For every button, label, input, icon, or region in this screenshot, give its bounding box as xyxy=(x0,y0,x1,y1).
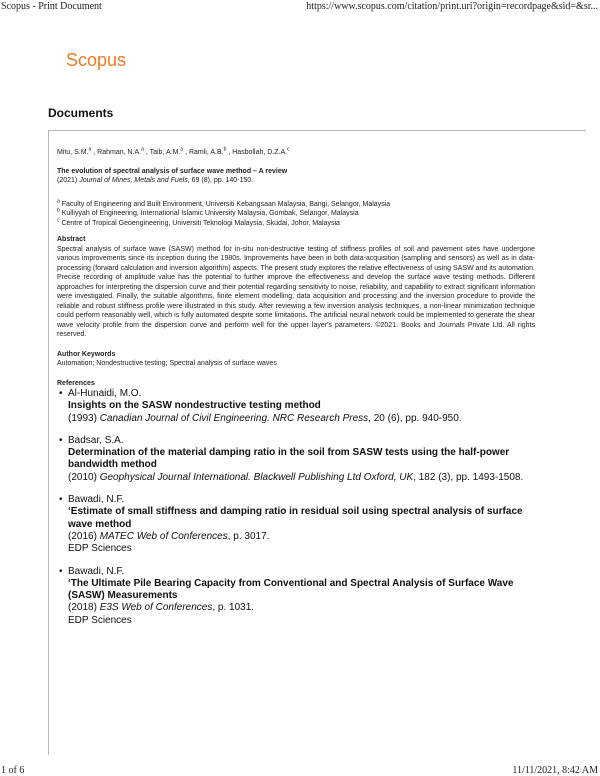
reference-journal: E3S Web of Conferences xyxy=(99,602,213,614)
reference-item xyxy=(57,388,535,425)
reference-source xyxy=(68,602,535,614)
reference-publisher: EDP Sciences xyxy=(68,614,132,626)
article-title: The evolution of spectral analysis of surface wave method – A review xyxy=(57,167,288,175)
citation-details: , 69 (8), pp. 140-150. xyxy=(187,177,254,184)
author[interactable]: Hasbollah, D.Z.A. xyxy=(232,149,288,156)
abstract-text: Spectral analysis of surface wave (SASW) method for in-situ non-destructive testing of stiffness profiles of soil and pavement sites have undergone various improvements since its inception during the 1980s. Improvements have been in both data-acquisition (sampling and sensors) as well as in data-processing (forward calculation and inversion algorithm) aspects. The present study explores the relative effectiveness of using SASW and its automation. Precise recording of amplitude value has the potential to further improve the effectiveness and develop the surface wave testing methods. Different approaches for interpreting the dispersion curve and their potential regarding sensitivity to noise, reliability, and capability to extract significant information were investigated. Finally, the suitable algorithms, finite element modelling, data acquisition and processing and the inversion procedure to provide the reliable and robust stiffness profile were illustrated in this study. After reviewing a few inversion analysis techniques, a non-linear minimization technique could perform reasonably well, which is fully automated despite some limitations. The artificial neural network could be implemented to generate the shear wave velocity profile from the dispersion curve and perform well for the upper layer's parameters. ©2021. Books and Journals Private Ltd. All rights reserved. xyxy=(57,245,535,338)
reference-source xyxy=(68,472,535,484)
author-affiliation-marker: a xyxy=(180,146,184,153)
reference-year: (2010) xyxy=(68,471,97,483)
affiliation-text: Faculty of Engineering and Built Environment, Universiti Kebangsaan Malaysia, Bangi, Selangor, Malaysia xyxy=(61,200,391,208)
author[interactable]: Ramli, A.B. xyxy=(188,149,224,156)
reference-year: (2018) xyxy=(68,602,97,614)
reference-details: , p. 1031. xyxy=(212,602,255,614)
print-header-url: https://www.scopus.com/citation/print.uri?origin=recordpage&sid=&sr... xyxy=(306,1,598,12)
author-affiliation-marker: a xyxy=(88,146,92,153)
reference-journal: Canadian Journal of Civil Engineering. NRC Research Press xyxy=(99,412,369,424)
reference-publisher: EDP Sciences xyxy=(68,543,132,555)
author-list: Mitu, S.M.$^a$ , Rahman, N.A.$^a$ , Taib, A.M.$^a$ , Ramli, A.B.$^b$ , Hasbollah, D.Z.A.$^c$ xyxy=(57,146,290,156)
reference-item xyxy=(57,494,535,555)
affiliation-item xyxy=(57,200,535,210)
affiliation-text: Kulliyyah of Engineering, International Islamic University Malaysia, Gombak, Selangor, Malaysia xyxy=(61,210,359,217)
affiliation-text: Centre of Tropical Geoengineering, Universiti Teknologi Malaysia, Skudai, Johor, Malaysia xyxy=(61,219,340,227)
keywords-heading: Author Keywords xyxy=(57,350,116,358)
citation-journal[interactable]: Journal of Mines, Metals and Fuels xyxy=(79,177,188,184)
reference-author: Bawadi, N.F. xyxy=(68,494,125,506)
reference-title[interactable]: ‘Estimate of small stiffness and damping ratio in residual soil using spectral analysis of surface wave method xyxy=(68,506,523,530)
reference-title[interactable]: Insights on the SASW nondestructive testing method xyxy=(68,400,321,412)
bullet-icon: • xyxy=(59,565,63,577)
reference-item xyxy=(57,435,535,484)
affiliation-key: b xyxy=(57,207,60,214)
abstract-heading: Abstract xyxy=(57,236,86,243)
reference-list xyxy=(57,388,535,627)
reference-journal: Geophysical Journal International. Blackwell Publishing Ltd Oxford, UK xyxy=(99,471,414,483)
scopus-logo[interactable]: Scopus xyxy=(66,50,127,70)
reference-source xyxy=(68,413,535,425)
author-affiliation-marker: c xyxy=(287,146,290,153)
record-left-border xyxy=(48,130,49,755)
citation-year: (2021) xyxy=(57,177,78,184)
print-timestamp: 11/11/2021, 8:42 AM xyxy=(512,765,598,776)
reference-title[interactable]: ‘The Ultimate Pile Bearing Capacity from Conventional and Spectral Analysis of Surface Wave (SASW) Measurements xyxy=(68,577,514,602)
keywords-text: Automation; Nondestructive testing; Spectral analysis of surface waves xyxy=(57,360,277,367)
bullet-icon: • xyxy=(59,388,63,399)
reference-item xyxy=(57,566,535,627)
article-citation xyxy=(57,176,535,186)
reference-details: , 182 (3), pp. 1493-1508. xyxy=(413,471,524,483)
page-title: Documents xyxy=(48,106,114,120)
reference-title[interactable]: Determination of the material damping ratio in the soil from SASW tests using the half-power bandwidth method xyxy=(68,447,510,471)
reference-details: , 20 (6), pp. 940-950. xyxy=(368,412,462,424)
affiliation-key: c xyxy=(57,217,60,224)
reference-journal: MATEC Web of Conferences xyxy=(99,530,228,542)
affiliation-key: a xyxy=(57,198,60,205)
record-top-border xyxy=(48,130,586,131)
reference-year: (2016) xyxy=(68,530,97,542)
references-heading: References xyxy=(57,379,95,387)
reference-author: Bawadi, N.F. xyxy=(68,565,125,577)
reference-author: Al-Hunaidi, M.O. xyxy=(68,388,142,399)
document-record xyxy=(57,148,535,637)
author[interactable]: Rahman, N.A. xyxy=(97,149,142,156)
author[interactable]: Taib, A.M. xyxy=(149,149,181,156)
reference-author: Badsar, S.A. xyxy=(68,434,124,446)
reference-details: , p. 3017. xyxy=(227,530,270,542)
bullet-icon: • xyxy=(59,494,63,506)
affiliation-item xyxy=(57,209,535,219)
author[interactable]: Mitu, S.M. xyxy=(57,149,89,156)
page-counter: 1 of 6 xyxy=(1,765,25,776)
bullet-icon: • xyxy=(59,434,63,446)
reference-year: (1993) xyxy=(68,412,97,424)
affiliation-list xyxy=(57,200,535,229)
author-affiliation-marker: a xyxy=(141,146,144,153)
affiliation-item xyxy=(57,219,535,229)
reference-source xyxy=(68,531,535,543)
print-header-title: Scopus - Print Document xyxy=(1,1,102,12)
author-affiliation-marker: b xyxy=(223,146,227,153)
